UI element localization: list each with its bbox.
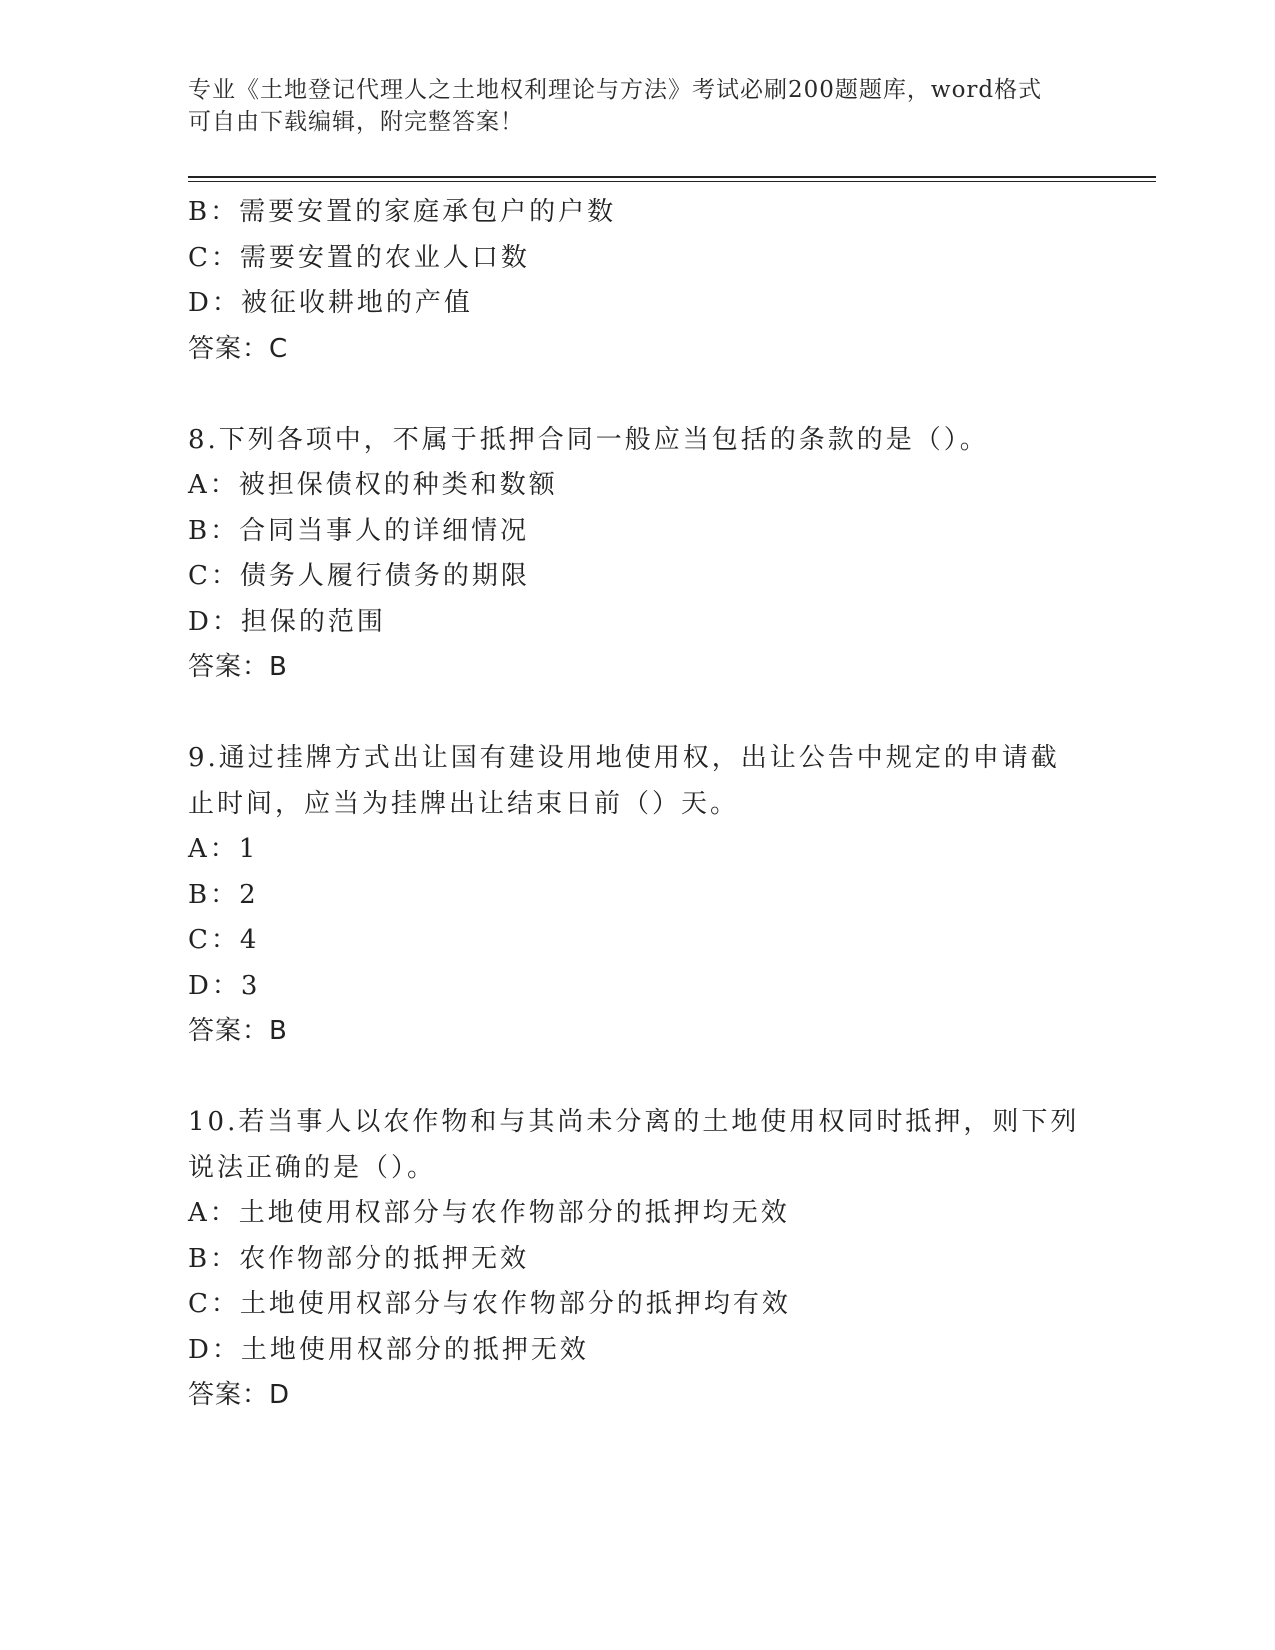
option-c: C：土地使用权部分与农作物部分的抵押均有效 (188, 1289, 791, 1319)
answer: 答案：D (188, 1380, 291, 1410)
question-stem: 8.下列各项中，不属于抵押合同一般应当包括的条款的是（）。 (188, 424, 989, 455)
question-stem-line-2: 说法正确的是（）。 (188, 1152, 437, 1183)
question-8 (188, 418, 1088, 691)
question-list (188, 190, 1088, 1419)
answer: 答案：B (188, 1016, 288, 1046)
option-a: A：1 (188, 834, 259, 864)
option-d: D：被征收耕地的产值 (188, 288, 473, 318)
option-b: B：合同当事人的详细情况 (188, 515, 530, 546)
option-d: D：担保的范围 (188, 606, 386, 637)
option-d: D：土地使用权部分的抵押无效 (188, 1334, 589, 1365)
option-b: B：2 (188, 879, 259, 910)
option-c: C：需要安置的农业人口数 (188, 242, 530, 273)
option-d: D：3 (188, 970, 261, 1001)
header-divider-thick (188, 176, 1156, 178)
question-10 (188, 1100, 1088, 1419)
spacer (188, 1055, 1088, 1101)
header-divider-thin (188, 181, 1156, 182)
question-stem-line-1: 10.若当事人以农作物和与其尚未分离的土地使用权同时抵押，则下列 (188, 1107, 1080, 1137)
option-c: C：4 (188, 925, 260, 955)
header-line-1: 专业《土地登记代理人之土地权利理论与方法》考试必刷200题题库，word格式 (188, 77, 1043, 103)
option-b: B：需要安置的家庭承包户的户数 (188, 197, 617, 227)
option-a: A：被担保债权的种类和数额 (188, 470, 558, 500)
option-a: A：土地使用权部分与农作物部分的抵押均无效 (188, 1198, 790, 1228)
answer: 答案：B (188, 652, 288, 682)
spacer (188, 691, 1088, 737)
question-stem-line-2: 止时间，应当为挂牌出让结束日前（）天。 (188, 788, 740, 819)
spacer (188, 372, 1088, 418)
header-line-2: 可自由下载编辑，附完整答案！ (188, 109, 524, 135)
document-header (188, 74, 1068, 138)
question-stem-line-1: 9.通过挂牌方式出让国有建设用地使用权，出让公告中规定的申请截 (188, 743, 1060, 773)
option-b: B：农作物部分的抵押无效 (188, 1243, 530, 1274)
option-c: C：债务人履行债务的期限 (188, 561, 530, 591)
answer: 答案：C (188, 333, 289, 364)
question-7-tail (188, 190, 1088, 372)
question-9 (188, 736, 1088, 1055)
